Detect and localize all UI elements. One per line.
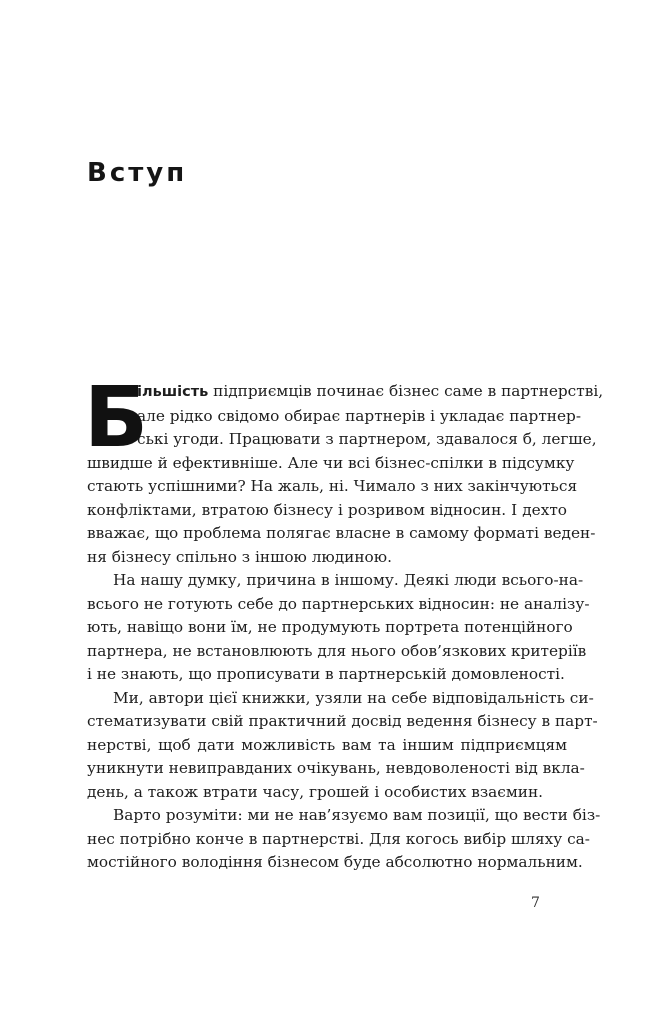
text-line: день, а також втрати часу, грошей і особистих взаємин. — [87, 782, 544, 801]
paragraph-1 — [84, 368, 604, 569]
text-line: і не знають, що прописувати в партнерській домовленості. — [87, 665, 565, 683]
page-number: 7 — [531, 895, 540, 911]
text-line: стають успішними? На жаль, ні. Чимало з них закінчуються — [87, 477, 578, 495]
text-line: Ми, автори цієї книжки, узяли на себе відповідальність си- — [113, 688, 594, 707]
text-fragment: підприємців починає бізнес саме в партнерстві, — [208, 382, 604, 400]
paragraph-2 — [87, 569, 590, 687]
text-line: стематизувати свій практичний досвід ведення бізнесу в парт- — [87, 712, 598, 730]
text-line — [87, 380, 604, 405]
drop-cap: Б — [84, 368, 149, 466]
text-line: всього не готують себе до партнерських відносин: не аналізу- — [87, 594, 590, 613]
text-line: конфліктами, втратою бізнесу і розривом відносин. І дехто — [87, 500, 567, 519]
text-line: швидше й ефективніше. Але чи всі бізнес-спілки в підсумку — [87, 453, 575, 472]
text-line: вважає, що проблема полягає власне в самому форматі веден- — [87, 524, 596, 542]
text-line: партнера, не встановлюють для нього обов’язкових критеріїв — [87, 641, 587, 660]
text-line: нерстві, щоб дати можливість вам та іншим підприємцям — [87, 735, 567, 754]
text-line: ські угоди. Працювати з партнером, здавалося б, легше, — [137, 430, 597, 448]
text-line: ня бізнесу спільно з іншою людиною. — [87, 547, 392, 566]
text-line: Варто розуміти: ми не нав’язуємо вам позиції, що вести біз- — [113, 806, 601, 824]
chapter-title: Вступ — [87, 158, 188, 188]
text-line: уникнути невиправданих очікувань, невдоволеності від вкла- — [87, 759, 585, 777]
paragraph-4 — [87, 804, 601, 875]
text-line: На нашу думку, причина в іншому. Деякі люди всього-на- — [113, 571, 584, 589]
paragraph-3 — [87, 687, 598, 805]
text-line: мостійного володіння бізнесом буде абсолютно нормальним. — [87, 853, 583, 871]
text-line: нес потрібно конче в партнерстві. Для когось вибір шляху са- — [87, 829, 590, 848]
body-text — [84, 368, 604, 875]
text-line: але рідко свідомо обирає партнерів і укладає партнер- — [137, 406, 581, 425]
text-line: ють, навіщо вони їм, не продумують портрета потенційного — [87, 618, 573, 636]
lead-bold-word: ільшість — [137, 384, 209, 400]
